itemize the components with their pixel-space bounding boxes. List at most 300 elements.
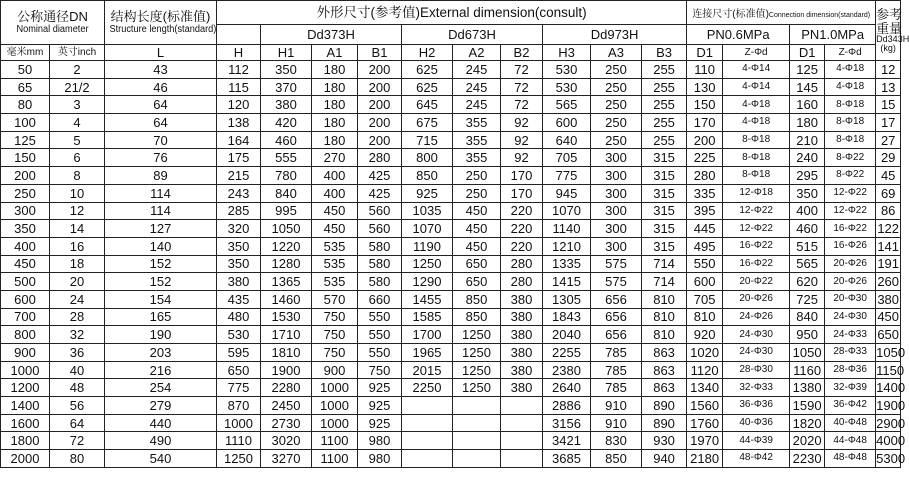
table-cell: 850 bbox=[591, 450, 642, 468]
table-cell: 840 bbox=[261, 184, 312, 202]
table-cell: 216 bbox=[105, 361, 217, 379]
table-cell: 2640 bbox=[543, 379, 591, 397]
table-cell: 32-Φ39 bbox=[825, 379, 876, 397]
table-cell: 191 bbox=[877, 256, 900, 272]
table-cell: 495 bbox=[687, 237, 723, 255]
table-cell: 150 bbox=[687, 96, 723, 114]
table-cell bbox=[501, 397, 543, 415]
table-cell: 114 bbox=[105, 202, 217, 220]
table-cell: 1020 bbox=[687, 344, 723, 362]
table-cell: 315 bbox=[642, 237, 687, 255]
table-cell: 890 bbox=[642, 414, 687, 432]
table-cell: 395 bbox=[687, 202, 723, 220]
table-cell: 315 bbox=[642, 184, 687, 202]
table-row bbox=[1, 450, 901, 468]
table-cell: 530 bbox=[543, 78, 591, 96]
table-cell: 575 bbox=[591, 255, 642, 273]
table-cell: 355 bbox=[453, 149, 501, 167]
table-cell: 260 bbox=[877, 274, 900, 290]
table-cell: 27 bbox=[876, 131, 901, 149]
table-cell: 535 bbox=[312, 255, 358, 273]
table-cell: 240 bbox=[790, 149, 825, 167]
table-row bbox=[1, 290, 901, 308]
table-cell: 925 bbox=[402, 184, 453, 202]
table-cell: 15 bbox=[876, 96, 901, 114]
table-cell: 2730 bbox=[261, 414, 312, 432]
table-cell: 1000 bbox=[312, 379, 358, 397]
table-cell: 20-Φ30 bbox=[825, 290, 876, 308]
table-cell: 255 bbox=[642, 96, 687, 114]
table-cell: 640 bbox=[543, 131, 591, 149]
table-cell: 535 bbox=[312, 273, 358, 291]
table-cell: 28-Φ36 bbox=[825, 361, 876, 379]
table-cell: 203 bbox=[105, 344, 217, 362]
table-row bbox=[1, 397, 901, 415]
nominal-diameter-header bbox=[1, 1, 105, 45]
table-cell: 16-Φ22 bbox=[723, 255, 790, 273]
table-cell: 535 bbox=[312, 237, 358, 255]
table-cell: 995 bbox=[261, 202, 312, 220]
table-cell: 29 bbox=[876, 149, 901, 167]
table-cell: 50 bbox=[1, 61, 50, 79]
table-cell: 380 bbox=[877, 291, 900, 307]
table-cell: 450 bbox=[312, 202, 358, 220]
table-cell bbox=[453, 414, 501, 432]
table-cell: 1700 bbox=[402, 326, 453, 344]
table-cell: 5300 bbox=[876, 450, 906, 466]
table-cell: 810 bbox=[642, 308, 687, 326]
table-cell: 750 bbox=[358, 361, 402, 379]
table-cell: 4-Φ18 bbox=[723, 114, 790, 132]
col-mm: 毫米mm bbox=[1, 45, 50, 61]
table-cell: 245 bbox=[453, 96, 501, 114]
table-cell: 425 bbox=[358, 167, 402, 185]
table-cell: 89 bbox=[105, 167, 217, 185]
table-cell: 850 bbox=[402, 167, 453, 185]
table-cell: 656 bbox=[591, 326, 642, 344]
table-cell: 450 bbox=[877, 309, 900, 325]
table-cell: 20-Φ22 bbox=[723, 273, 790, 291]
table-cell: 580 bbox=[358, 237, 402, 255]
table-body bbox=[1, 61, 906, 468]
table-cell: 380 bbox=[501, 326, 543, 344]
table-cell: 714 bbox=[642, 255, 687, 273]
table-cell: 125 bbox=[790, 61, 825, 79]
table-cell: 243 bbox=[217, 184, 261, 202]
table-cell: 180 bbox=[312, 96, 358, 114]
connection-dimension-en: Connection dimension(standard) bbox=[768, 11, 871, 19]
table-cell: 715 bbox=[402, 131, 453, 149]
table-cell: 16-Φ26 bbox=[825, 237, 876, 255]
table-cell: 1250 bbox=[453, 344, 501, 362]
table-cell: 12-Φ22 bbox=[723, 220, 790, 238]
table-cell: 800 bbox=[402, 149, 453, 167]
table-cell: 48-Φ42 bbox=[723, 450, 790, 468]
table-cell: 1220 bbox=[261, 237, 312, 255]
table-cell: 850 bbox=[453, 308, 501, 326]
table-cell: 645 bbox=[402, 96, 453, 114]
table-cell: 870 bbox=[217, 397, 261, 415]
table-cell: 1590 bbox=[790, 397, 825, 415]
table-row bbox=[1, 255, 901, 273]
table-cell: 1305 bbox=[543, 290, 591, 308]
table-cell: 1100 bbox=[312, 450, 358, 468]
table-cell: 8-Φ18 bbox=[825, 131, 876, 149]
col-zd-pn06: Z-Φd bbox=[723, 45, 790, 61]
table-row bbox=[1, 61, 901, 79]
table-cell: 24-Φ33 bbox=[825, 326, 876, 344]
table-cell: 28-Φ30 bbox=[723, 361, 790, 379]
table-cell: 20-Φ26 bbox=[825, 255, 876, 273]
table-cell: 64 bbox=[50, 414, 105, 432]
table-row bbox=[1, 149, 901, 167]
table-cell: 64 bbox=[105, 114, 217, 132]
table-cell: 705 bbox=[543, 149, 591, 167]
table-cell: 1280 bbox=[261, 255, 312, 273]
col-zd-pn10: Z-Φd bbox=[825, 45, 876, 61]
nominal-diameter-en: Nominal diameter bbox=[16, 24, 89, 35]
table-cell: 279 bbox=[105, 397, 217, 415]
table-cell: 20-Φ26 bbox=[723, 290, 790, 308]
table-cell: 43 bbox=[105, 61, 217, 79]
table-cell: 44-Φ39 bbox=[723, 432, 790, 450]
table-cell: 775 bbox=[217, 379, 261, 397]
table-cell: 40-Φ36 bbox=[723, 414, 790, 432]
table-cell: 656 bbox=[591, 308, 642, 326]
table-cell: 925 bbox=[358, 414, 402, 432]
table-cell: 1340 bbox=[687, 379, 723, 397]
table-cell: 72 bbox=[501, 96, 543, 114]
table-cell: 45 bbox=[876, 167, 901, 185]
col-A3: A3 bbox=[591, 45, 642, 61]
table-cell: 1250 bbox=[453, 326, 501, 344]
table-cell: 355 bbox=[453, 114, 501, 132]
table-cell: 17 bbox=[876, 114, 901, 132]
table-cell: 1900 bbox=[261, 361, 312, 379]
table-cell: 220 bbox=[501, 220, 543, 238]
table-cell: 2250 bbox=[402, 379, 453, 397]
table-cell: 200 bbox=[687, 131, 723, 149]
table-cell: 4000 bbox=[876, 433, 906, 449]
table-cell: 530 bbox=[217, 326, 261, 344]
table-cell: 190 bbox=[105, 326, 217, 344]
table-cell: 380 bbox=[501, 308, 543, 326]
table-cell: 1560 bbox=[687, 397, 723, 415]
table-cell: 215 bbox=[217, 167, 261, 185]
table-cell: 1050 bbox=[790, 344, 825, 362]
table-cell: 785 bbox=[591, 344, 642, 362]
table-cell: 750 bbox=[312, 308, 358, 326]
table-cell: 460 bbox=[790, 220, 825, 238]
model-dd373h: Dd373H bbox=[261, 25, 402, 45]
table-cell: 1400 bbox=[876, 380, 906, 396]
table-cell: 900 bbox=[312, 361, 358, 379]
table-cell: 555 bbox=[261, 149, 312, 167]
table-cell: 1380 bbox=[790, 379, 825, 397]
table-cell: 1365 bbox=[261, 273, 312, 291]
table-cell: 863 bbox=[642, 361, 687, 379]
table-cell: 200 bbox=[358, 61, 402, 79]
table-cell: 335 bbox=[687, 184, 723, 202]
table-row bbox=[1, 184, 901, 202]
table-cell: 180 bbox=[312, 131, 358, 149]
table-cell: 570 bbox=[312, 290, 358, 308]
table-cell: 490 bbox=[105, 432, 217, 450]
table-cell: 620 bbox=[790, 273, 825, 291]
weight-zh-1: 参考 bbox=[876, 6, 903, 22]
table-cell: 16 bbox=[50, 237, 105, 255]
table-cell: 300 bbox=[591, 184, 642, 202]
table-cell: 1290 bbox=[402, 273, 453, 291]
model-dd973h: Dd973H bbox=[543, 25, 687, 45]
table-cell: 69 bbox=[876, 184, 901, 202]
table-cell: 380 bbox=[261, 96, 312, 114]
table-cell: 16-Φ22 bbox=[723, 237, 790, 255]
table-cell: 380 bbox=[501, 290, 543, 308]
table-cell: 1250 bbox=[453, 379, 501, 397]
table-cell: 650 bbox=[217, 361, 261, 379]
table-row bbox=[1, 220, 901, 238]
table-cell: 300 bbox=[1, 202, 50, 220]
table-cell: 5 bbox=[50, 131, 105, 149]
pressure-pn10: PN1.0MPa bbox=[790, 25, 876, 45]
table-cell: 600 bbox=[687, 273, 723, 291]
table-cell: 450 bbox=[453, 220, 501, 238]
table-cell: 575 bbox=[591, 273, 642, 291]
table-cell: 114 bbox=[105, 184, 217, 202]
table-cell: 400 bbox=[790, 202, 825, 220]
table-cell: 705 bbox=[687, 290, 723, 308]
table-cell: 380 bbox=[217, 273, 261, 291]
table-cell: 280 bbox=[501, 255, 543, 273]
table-cell: 650 bbox=[877, 327, 900, 343]
table-cell: 4-Φ18 bbox=[723, 96, 790, 114]
table-cell: 625 bbox=[402, 78, 453, 96]
table-cell: 350 bbox=[217, 255, 261, 273]
table-row bbox=[1, 131, 901, 149]
table-cell: 560 bbox=[358, 202, 402, 220]
table-cell: 295 bbox=[790, 167, 825, 185]
table-cell: 165 bbox=[105, 308, 217, 326]
structure-length-en: Structure length(standard) bbox=[109, 24, 217, 35]
weight-zh-2: 重量 bbox=[876, 20, 903, 36]
table-cell: 20 bbox=[50, 273, 105, 291]
table-cell: 28 bbox=[50, 308, 105, 326]
table-cell: 200 bbox=[358, 78, 402, 96]
table-cell: 380 bbox=[501, 379, 543, 397]
table-cell: 154 bbox=[105, 290, 217, 308]
table-cell: 660 bbox=[358, 290, 402, 308]
table-cell bbox=[402, 397, 453, 415]
table-cell: 300 bbox=[591, 167, 642, 185]
table-cell: 1400 bbox=[1, 397, 50, 415]
table-cell: 1210 bbox=[543, 237, 591, 255]
table-cell: 2886 bbox=[543, 397, 591, 415]
table-cell: 138 bbox=[217, 114, 261, 132]
table-cell: 3421 bbox=[543, 432, 591, 450]
table-cell: 2 bbox=[50, 61, 105, 79]
table-cell: 170 bbox=[501, 184, 543, 202]
table-cell: 24-Φ30 bbox=[825, 308, 876, 326]
table-cell: 72 bbox=[501, 61, 543, 79]
table-row bbox=[1, 237, 901, 255]
table-cell: 40-Φ48 bbox=[825, 414, 876, 432]
table-cell: 72 bbox=[501, 78, 543, 96]
table-cell: 565 bbox=[543, 96, 591, 114]
table-cell: 28-Φ33 bbox=[825, 344, 876, 362]
table-cell: 92 bbox=[501, 131, 543, 149]
weight-unit: (kg) bbox=[880, 43, 896, 54]
table-cell: 1110 bbox=[217, 432, 261, 450]
table-cell: 625 bbox=[402, 61, 453, 79]
table-cell: 65 bbox=[1, 78, 50, 96]
table-cell: 400 bbox=[1, 237, 50, 255]
table-cell: 1250 bbox=[402, 255, 453, 273]
col-D1-pn10: D1 bbox=[790, 45, 825, 61]
table-cell: 12-Φ22 bbox=[723, 202, 790, 220]
table-cell: 8-Φ22 bbox=[825, 167, 876, 185]
pressure-pn06: PN0.6MPa bbox=[687, 25, 790, 45]
table-cell: 1800 bbox=[1, 432, 50, 450]
table-cell: 2380 bbox=[543, 361, 591, 379]
table-cell: 2230 bbox=[790, 450, 825, 468]
table-cell: 220 bbox=[501, 237, 543, 255]
table-cell: 600 bbox=[543, 114, 591, 132]
table-cell: 16-Φ22 bbox=[825, 220, 876, 238]
table-cell: 1250 bbox=[453, 361, 501, 379]
col-H: H bbox=[217, 45, 261, 61]
table-row bbox=[1, 379, 901, 397]
structure-length-zh: 结构长度(标准值) bbox=[110, 9, 211, 24]
table-cell: 1000 bbox=[312, 414, 358, 432]
table-cell: 1190 bbox=[402, 237, 453, 255]
table-cell: 4-Φ14 bbox=[723, 78, 790, 96]
table-cell: 48-Φ48 bbox=[825, 450, 876, 468]
table-cell: 850 bbox=[453, 290, 501, 308]
table-cell: 20-Φ26 bbox=[825, 273, 876, 291]
table-cell: 8-Φ22 bbox=[825, 149, 876, 167]
table-cell: 280 bbox=[501, 273, 543, 291]
table-cell: 2280 bbox=[261, 379, 312, 397]
table-cell: 600 bbox=[1, 290, 50, 308]
table-cell: 180 bbox=[312, 61, 358, 79]
table-cell: 150 bbox=[1, 149, 50, 167]
table-cell: 350 bbox=[1, 220, 50, 238]
table-cell: 300 bbox=[591, 237, 642, 255]
table-cell: 13 bbox=[876, 78, 901, 96]
table-cell: 900 bbox=[1, 344, 50, 362]
table-cell bbox=[402, 432, 453, 450]
table-row bbox=[1, 202, 901, 220]
table-row bbox=[1, 167, 901, 185]
table-cell bbox=[402, 450, 453, 468]
table-cell: 435 bbox=[217, 290, 261, 308]
table-cell: 1900 bbox=[876, 397, 906, 413]
table-cell: 450 bbox=[312, 220, 358, 238]
col-A1: A1 bbox=[312, 45, 358, 61]
table-cell: 785 bbox=[591, 361, 642, 379]
table-cell: 8-Φ18 bbox=[723, 131, 790, 149]
table-cell: 1460 bbox=[261, 290, 312, 308]
table-cell: 714 bbox=[642, 273, 687, 291]
table-cell: 255 bbox=[642, 114, 687, 132]
table-cell: 40 bbox=[50, 361, 105, 379]
table-cell bbox=[501, 414, 543, 432]
table-cell: 80 bbox=[1, 96, 50, 114]
table-cell: 180 bbox=[790, 114, 825, 132]
table-cell: 400 bbox=[312, 184, 358, 202]
table-cell: 255 bbox=[642, 131, 687, 149]
table-cell: 530 bbox=[543, 61, 591, 79]
table-row bbox=[1, 344, 901, 362]
table-cell: 460 bbox=[261, 131, 312, 149]
table-cell: 1200 bbox=[1, 379, 50, 397]
table-cell: 595 bbox=[217, 344, 261, 362]
table-cell: 8-Φ18 bbox=[825, 114, 876, 132]
table-cell: 1000 bbox=[1, 361, 50, 379]
table-row bbox=[1, 432, 901, 450]
table-cell: 420 bbox=[261, 114, 312, 132]
table-cell bbox=[501, 450, 543, 468]
table-cell bbox=[453, 450, 501, 468]
table-cell: 115 bbox=[217, 78, 261, 96]
table-cell: 515 bbox=[790, 237, 825, 255]
table-cell: 1455 bbox=[402, 290, 453, 308]
table-cell: 1760 bbox=[687, 414, 723, 432]
table-cell: 1843 bbox=[543, 308, 591, 326]
table-cell: 925 bbox=[358, 397, 402, 415]
table-cell: 4-Φ18 bbox=[825, 61, 876, 79]
table-cell: 80 bbox=[50, 450, 105, 468]
table-cell: 180 bbox=[312, 78, 358, 96]
table-cell: 2015 bbox=[402, 361, 453, 379]
table-cell: 8-Φ18 bbox=[723, 149, 790, 167]
table-cell: 925 bbox=[358, 379, 402, 397]
col-B1: B1 bbox=[358, 45, 402, 61]
table-cell: 56 bbox=[50, 397, 105, 415]
table-cell: 32-Φ33 bbox=[723, 379, 790, 397]
table-cell: 550 bbox=[358, 344, 402, 362]
table-cell: 1140 bbox=[543, 220, 591, 238]
table-cell: 1250 bbox=[217, 450, 261, 468]
table-cell: 125 bbox=[1, 131, 50, 149]
table-cell: 250 bbox=[591, 96, 642, 114]
table-cell: 92 bbox=[501, 114, 543, 132]
table-cell: 1810 bbox=[261, 344, 312, 362]
table-cell: 315 bbox=[642, 202, 687, 220]
nominal-diameter-zh: 公称通径DN bbox=[17, 9, 88, 24]
table-cell: 550 bbox=[687, 255, 723, 273]
table-cell: 980 bbox=[358, 432, 402, 450]
table-cell: 1150 bbox=[876, 362, 905, 378]
table-cell: 170 bbox=[501, 167, 543, 185]
table-cell: 175 bbox=[217, 149, 261, 167]
table-cell: 540 bbox=[105, 450, 217, 468]
table-cell: 1600 bbox=[1, 414, 50, 432]
table-cell: 200 bbox=[358, 96, 402, 114]
table-cell: 315 bbox=[642, 149, 687, 167]
table-cell: 170 bbox=[687, 114, 723, 132]
table-cell: 250 bbox=[591, 78, 642, 96]
table-cell: 550 bbox=[358, 308, 402, 326]
table-cell: 10 bbox=[50, 184, 105, 202]
table-cell: 830 bbox=[591, 432, 642, 450]
table-cell: 890 bbox=[642, 397, 687, 415]
table-cell: 4-Φ14 bbox=[723, 61, 790, 79]
table-cell: 950 bbox=[790, 326, 825, 344]
col-A2: A2 bbox=[453, 45, 501, 61]
table-cell: 1160 bbox=[790, 361, 825, 379]
